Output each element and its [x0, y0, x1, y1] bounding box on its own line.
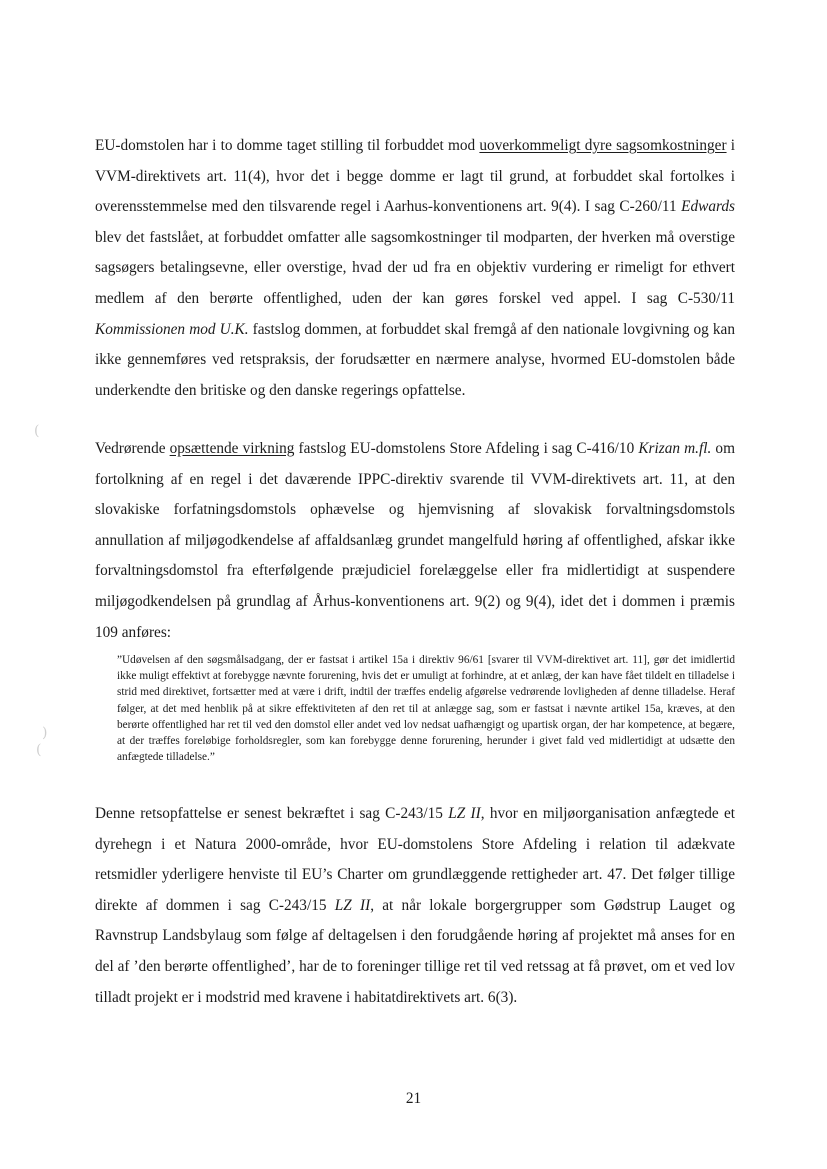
case-name: LZ II: [448, 805, 481, 822]
paragraph-opsaettende-virkning: [95, 434, 735, 648]
paragraph-sagsomkostninger: [95, 131, 735, 406]
text: om fortolkning af en regel i det daværende IPPC-direktiv svarende til VVM-direktivets art. 11, at den slovakiske forfatningsdomstols ophævelse og hjemvisning af slovakisk forvaltningsdomstols annullation af miljøgodkendelse af affaldsanlæg grundet mangelfuld høring af offentlighed, afskar ikke forvaltningsdomstol fra efterfølgende præjudiciel forelæggelse eller fra midlertidigt at suspendere miljøgodkendelsen på grundlag af Århus-konventionens art. 9(2) og 9(4), idet det i dommen i præmis 109 anføres:: [95, 440, 735, 641]
text: EU-domstolen har i to domme taget stilling til forbuddet mod: [95, 137, 480, 154]
case-name: Kommissionen mod U.K.: [95, 320, 249, 338]
text: fastslog dommen, at forbuddet skal fremgå af den nationale lovgivning og kan ikke gennemføres ved retspraksis, der forudsætter en nærmere analyse, hvormed EU-domstolen både underkendte den britiske og den danske regerings opfattelse.: [95, 320, 735, 399]
text: , hvor en miljøorganisation anfægtede et dyrehegn i et Natura 2000-område, hvor EU-domstolens Store Afdeling i relation til adækvate retsmidler yderligere henviste til EU’s Charter om grundlæggende rettigheder art. 47. Det følger tillige direkte af dommen i sag C-243/15: [95, 805, 736, 914]
text: Denne retsopfattelse er senest bekræftet i sag C-243/15: [95, 805, 449, 822]
scan-mark: ): [42, 725, 48, 741]
text: i VVM-direktivets art. 11(4), hvor det i begge domme er lagt til grund, at forbuddet skal fortolkes i overensstemmelse med den tilsvarende regel i Aarhus-konventionens art. 9(4). I sag C-260/11: [95, 137, 735, 216]
text: blev det fastslået, at forbuddet omfatter alle sagsomkostninger til modparten, der hverken må overstige sagsøgers betalingsevne, eller overstige, hvad der ud fra en objektiv vurdering er rimeligt for ethvert medlem af den berørte offentlighed, uden der kan gøres forskel ved appel. I sag C-530/11: [95, 228, 735, 307]
underlined-term: opsættende virkning: [169, 440, 295, 457]
case-name: Krizan m.fl.: [638, 440, 712, 457]
underlined-term: uoverkommeligt dyre sagsomkostninger: [479, 137, 727, 154]
case-name: LZ II: [334, 896, 371, 914]
scan-mark: (: [34, 423, 40, 439]
text: fastslog EU-domstolens Store Afdeling i sag C-416/10: [294, 440, 639, 457]
paragraph-retsopfattelse: [95, 799, 735, 1013]
text: Vedrørende: [95, 440, 170, 457]
case-name: Edwards: [681, 198, 735, 216]
block-quote: ”Udøvelsen af den søgsmålsadgang, der er fastsat i artikel 15a i direktiv 96/61 [svarer til VVM-direktivet art. 11], gør det imidlertid ikke muligt effektivt at forebygge nævnte forurening, hvis det er umuligt at forhindre, at et anlæg, der kan have fået tildelt en tilladelse i strid med direktivet, fortsætter med at være i drift, indtil der træffes endelig afgørelse vedrørende lovligheden af denne tilladelse. Heraf følger, at det med henblik på at sikre effektiviteten af den ret til at anlægge sag, som er fastsat i nævnte artikel 15a, kræves, at den berørte offentlighed har ret til ved den domstol eller andet ved lov nedsat uafhængigt og upartisk organ, der har kompetence, at begære, at der træffes foreløbige forholdsregler, som kan forebygge denne forurening, herunder i givet fald ved midlertidigt at udsætte den anfægtede tilladelse.”: [117, 654, 735, 764]
page-number: 21: [405, 1090, 422, 1107]
scan-mark: (: [36, 742, 42, 758]
text: , at når lokale borgergrupper som Gødstrup Lauget og Ravnstrup Landsbylaug som følge af deltagelsen i den forudgående høring af projektet må anses for en del af ’den berørte offentlighed’, har de to foreninger tillige ret til ved retssag at få prøvet, om et ved lov tilladt projekt er i modstrid med kravene i habitatdirektivets art. 6(3).: [95, 896, 736, 1006]
